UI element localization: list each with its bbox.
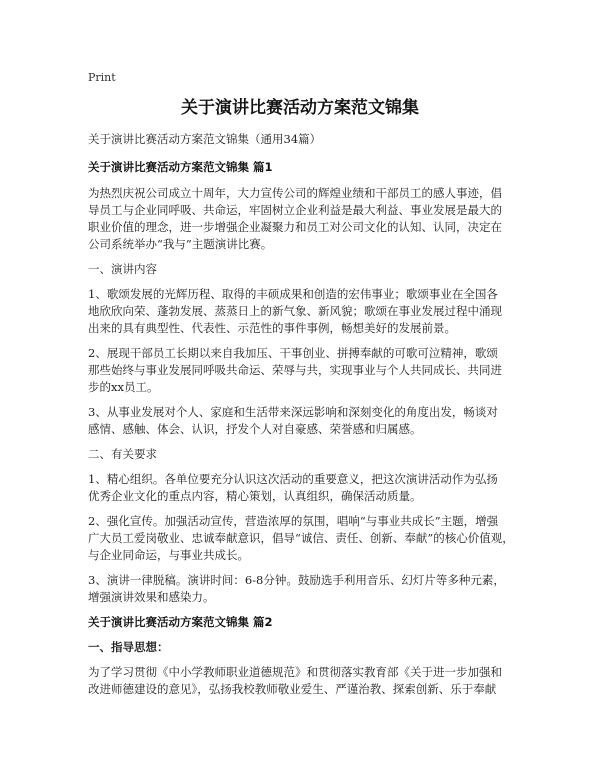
text-line: 3、演讲一律脱稿。演讲时间：6-8分钟。鼓励选手利用音乐、幻灯片等多种元素， [88,572,505,587]
text-line: 出来的具有典型性、代表性、示范性的事件事例，畅想美好的发展前景。 [88,320,456,335]
list-item [88,404,568,438]
list-item [88,345,568,396]
text-line: 2、强化宣传。加强活动宣传，营造浓厚的氛围，唱响“与事业共成长”主题，增强 [88,513,499,528]
paragraph-intro [88,185,568,253]
text-line: 公司系统举办“我与”主题演讲比赛。 [88,236,273,251]
text-line: 为了学习贯彻《中小学教师职业道德规范》和贯彻落实教育部《关于进一步加强和 [88,664,502,679]
list-item [88,572,568,606]
text-line: 3、从事业发展对个人、家庭和生活带来深远影响和深刻变化的角度出发，畅谈对 [88,404,498,419]
text-line: 导员工与企业同呼吸、共命运，牢固树立企业利益是最大利益、事业发展是最大的 [88,202,502,217]
list-item [88,286,568,337]
text-line: 优秀企业文化的重点内容，精心策划，认真组织，确保活动质量。 [88,488,422,503]
text-line: 为热烈庆祝公司成立十周年，大力宣传公司的辉煌业绩和干部员工的感人事迹，倡 [88,185,502,200]
document-subtitle: 关于演讲比赛活动方案范文锦集（通用34篇） [88,131,322,146]
text-line: 地欣欣向荣、蓬勃发展、蒸蒸日上的新气象、新风貌；歌颂在事业发展过程中涌现 [88,303,502,318]
text-line: 2、展现干部员工长期以来自我加压、干事创业、拼搏奉献的可歌可泣精神，歌颂 [88,345,498,360]
list-item [88,471,568,505]
text-line: 步的xx员工。 [88,379,159,394]
section-heading-content: 一、演讲内容 [88,261,157,276]
text-line: 改进师德建设的意见》，弘扬我校教师敬业爱生、严谨治教、探索创新、乐于奉献 [88,681,497,696]
print-link[interactable]: Print [88,71,116,84]
text-line: 与企业同命运，与事业共成长。 [88,547,249,562]
text-line: 职业价值的理念，进一步增强企业凝聚力和员工对公司文化的认知、认同，决定在 [88,219,502,234]
list-item [88,513,568,564]
section-heading-requirements: 二、有关要求 [88,446,157,461]
text-line: 感情、感触、体会、认识，抒发个人对自豪感、荣誉感和归属感。 [88,421,422,436]
article-heading-2: 关于演讲比赛活动方案范文锦集 篇2 [88,614,273,629]
paragraph [88,664,568,698]
text-line: 那些始终与事业发展同呼吸共命运、荣辱与共，实现事业与个人共同成长、共同进 [88,362,502,377]
text-line: 1、精心组织。各单位要充分认识这次活动的重要意义，把这次演讲活动作为弘扬 [88,471,498,486]
article-heading-1: 关于演讲比赛活动方案范文锦集 篇1 [88,159,273,174]
text-line: 增强演讲效果和感染力。 [88,589,215,604]
text-line: 广大员工爱岗敬业、忠诚奉献意识，倡导“诚信、责任、创新、奉献”的核心价值观， [88,530,514,545]
text-line: 1、歌颂发展的光辉历程、取得的丰硕成果和创造的宏伟事业；歌颂事业在全国各 [88,286,498,301]
document-title: 关于演讲比赛活动方案范文锦集 [181,98,419,118]
document-body [88,131,568,698]
section-heading-guiding-ideology: 一、指导思想： [88,639,169,654]
